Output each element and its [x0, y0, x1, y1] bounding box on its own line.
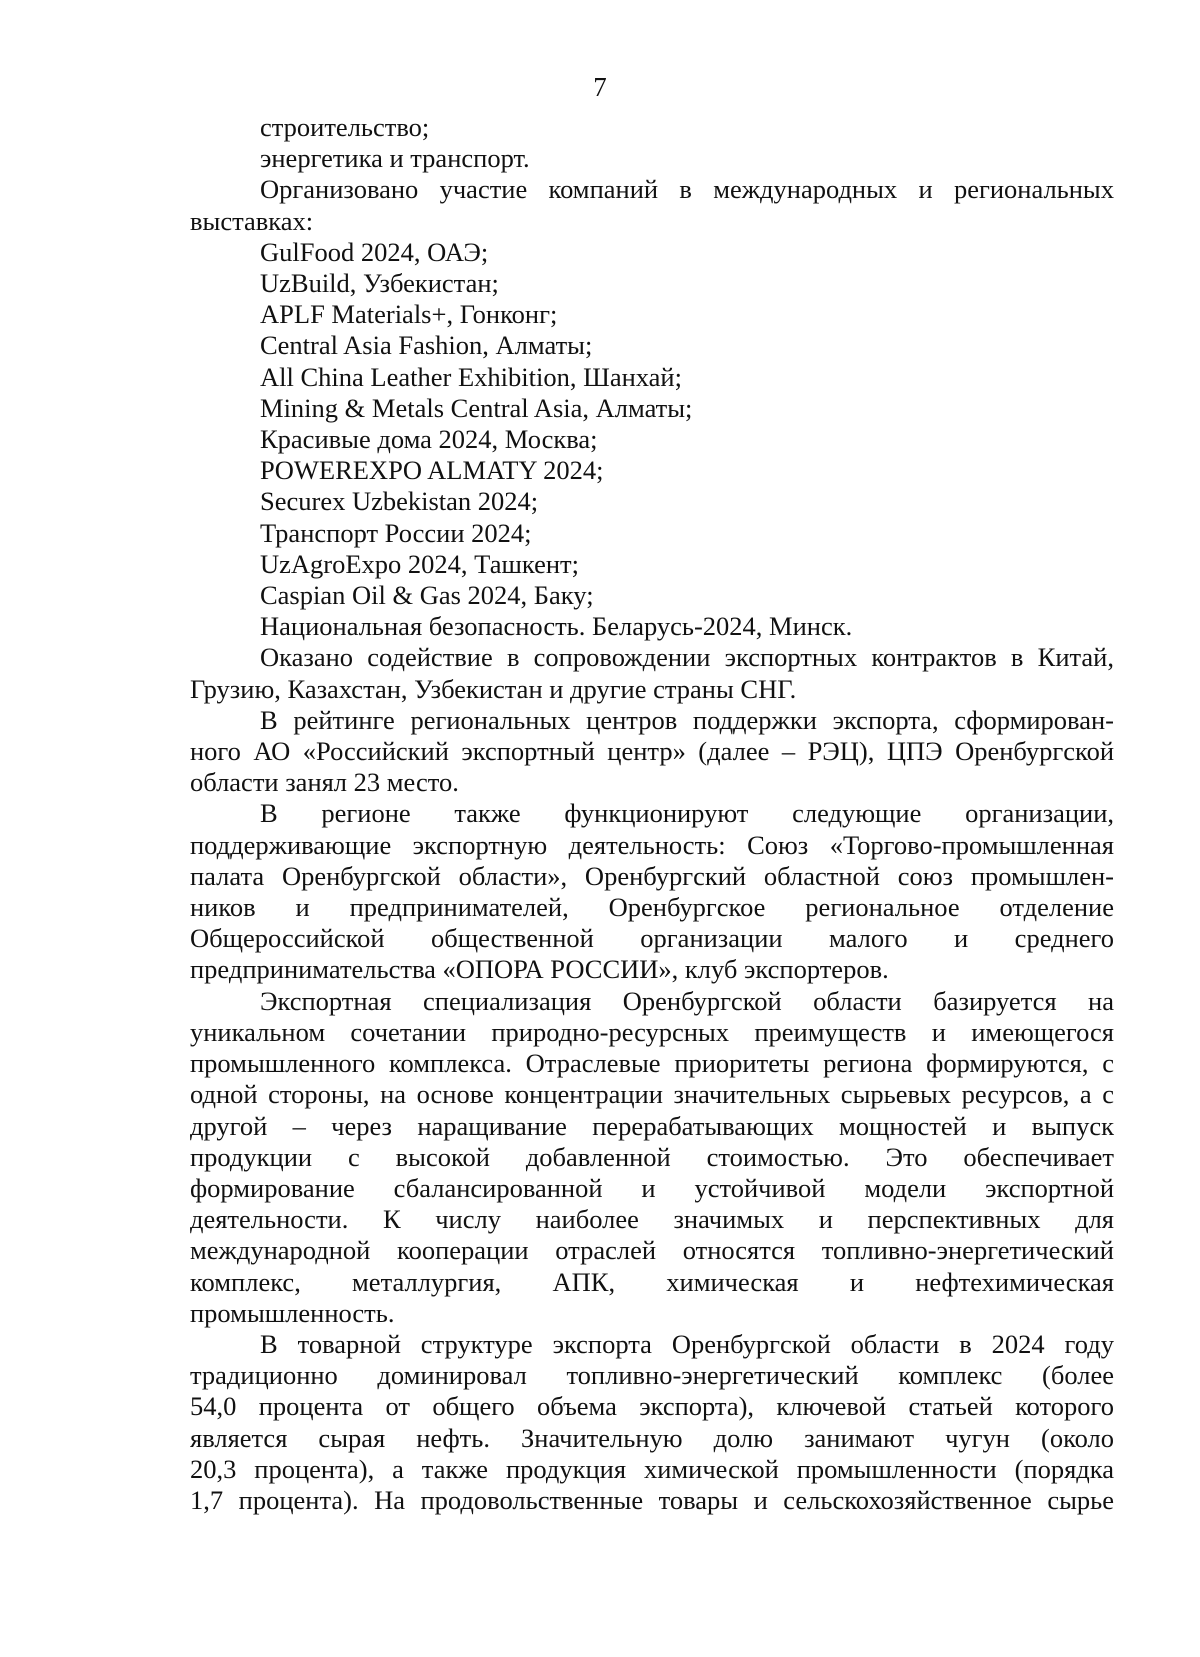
specialization-paragraph-line: деятельности. К числу наиболее значимых и перспективных для	[190, 1204, 1114, 1235]
list-item-energy-transport: энергетика и транспорт.	[260, 143, 530, 174]
exhibition-item-aplf: APLF Materials+, Гонконг;	[260, 299, 558, 330]
export-structure-paragraph-line: В товарной структуре экспорта Оренбургской области в 2024 году	[260, 1328, 1114, 1359]
rating-paragraph-line-end: области занял 23 место.	[190, 767, 459, 798]
exhibition-item-mining-metals: Mining & Metals Central Asia, Алматы;	[260, 392, 693, 423]
exhibition-item-transport-russia: Транспорт России 2024;	[260, 517, 532, 548]
export-structure-paragraph-line: 20,3 процента), а также продукция химической промышленности (порядка	[190, 1453, 1114, 1484]
organizations-paragraph-line-end: предпринимательства «ОПОРА РОССИИ», клуб экспортеров.	[190, 954, 889, 985]
specialization-paragraph-line: формирование сбалансированной и устойчивой модели экспортной	[190, 1172, 1114, 1203]
exhibition-item-securex: Securex Uzbekistan 2024;	[260, 486, 539, 517]
document-body	[190, 112, 1114, 1516]
specialization-paragraph-line: другой – через наращивание перерабатывающих мощностей и выпуск	[190, 1110, 1114, 1141]
organizations-paragraph-line: ников и предпринимателей, Оренбургское региональное отделение	[190, 892, 1114, 923]
specialization-paragraph-line-end: промышленность.	[190, 1297, 395, 1328]
contracts-paragraph-line-end: Грузию, Казахстан, Узбекистан и другие страны СНГ.	[190, 673, 797, 704]
list-item-construction: строительство;	[260, 112, 430, 142]
exhibitions-intro-line-end: выставках:	[190, 205, 314, 236]
specialization-paragraph-line: продукции с высокой добавленной стоимостью. Это обеспечивает	[190, 1141, 1114, 1172]
exhibition-item-uzbuild: UzBuild, Узбекистан;	[260, 268, 499, 299]
export-structure-paragraph-line: 1,7 процента). На продовольственные товары и сельскохозяйственное сырье	[190, 1484, 1114, 1515]
exhibition-item-caspian-oil-gas: Caspian Oil & Gas 2024, Баку;	[260, 580, 594, 611]
specialization-paragraph-line: комплекс, металлургия, АПК, химическая и нефтехимическая	[190, 1266, 1114, 1297]
specialization-paragraph-line: промышленного комплекса. Отраслевые приоритеты региона формируются, с	[190, 1048, 1114, 1079]
contracts-paragraph-line: Оказано содействие в сопровождении экспортных контрактов в Китай,	[260, 642, 1114, 673]
exhibition-item-national-security: Национальная безопасность. Беларусь-2024, Минск.	[260, 611, 853, 642]
organizations-paragraph-line: Общероссийской общественной организации малого и среднего	[190, 923, 1114, 954]
exhibition-item-powerexpo: POWEREXPO ALMATY 2024;	[260, 455, 604, 486]
rating-paragraph-line: В рейтинге региональных центров поддержки экспорта, сформирован-	[260, 704, 1114, 735]
specialization-paragraph-line: Экспортная специализация Оренбургской области базируется на	[260, 985, 1114, 1016]
exhibitions-intro-line: Организовано участие компаний в международных и региональных	[260, 174, 1114, 205]
rating-paragraph-line: ного АО «Российский экспортный центр» (далее – РЭЦ), ЦПЭ Оренбургской	[190, 736, 1114, 767]
specialization-paragraph-line: уникальном сочетании природно-ресурсных преимуществ и имеющегося	[190, 1016, 1114, 1047]
specialization-paragraph-line: одной стороны, на основе концентрации значительных сырьевых ресурсов, а с	[190, 1079, 1114, 1110]
page-number: 7	[593, 72, 607, 102]
export-structure-paragraph-line: является сырая нефть. Значительную долю занимают чугун (около	[190, 1422, 1114, 1453]
exhibition-item-uzagroexpo: UzAgroExpo 2024, Ташкент;	[260, 548, 579, 579]
export-structure-paragraph-line: 54,0 процента от общего объема экспорта), ключевой статьей которого	[190, 1391, 1114, 1422]
organizations-paragraph-line: палата Оренбургской области», Оренбургский областной союз промышлен-	[190, 860, 1114, 891]
organizations-paragraph-line: поддерживающие экспортную деятельность: Союз «Торгово-промышленная	[190, 829, 1114, 860]
exhibition-item-gulfood: GulFood 2024, ОАЭ;	[260, 236, 489, 267]
organizations-paragraph-line: В регионе также функционируют следующие организации,	[260, 798, 1114, 829]
specialization-paragraph-line: международной кооперации отраслей относятся топливно-энергетический	[190, 1235, 1114, 1266]
exhibition-item-beautiful-houses: Красивые дома 2024, Москва;	[260, 424, 598, 455]
exhibition-item-central-asia-fashion: Central Asia Fashion, Алматы;	[260, 330, 593, 361]
exhibition-item-all-china-leather: All China Leather Exhibition, Шанхай;	[260, 361, 682, 392]
export-structure-paragraph-line: традиционно доминировал топливно-энергетический комплекс (более	[190, 1360, 1114, 1391]
